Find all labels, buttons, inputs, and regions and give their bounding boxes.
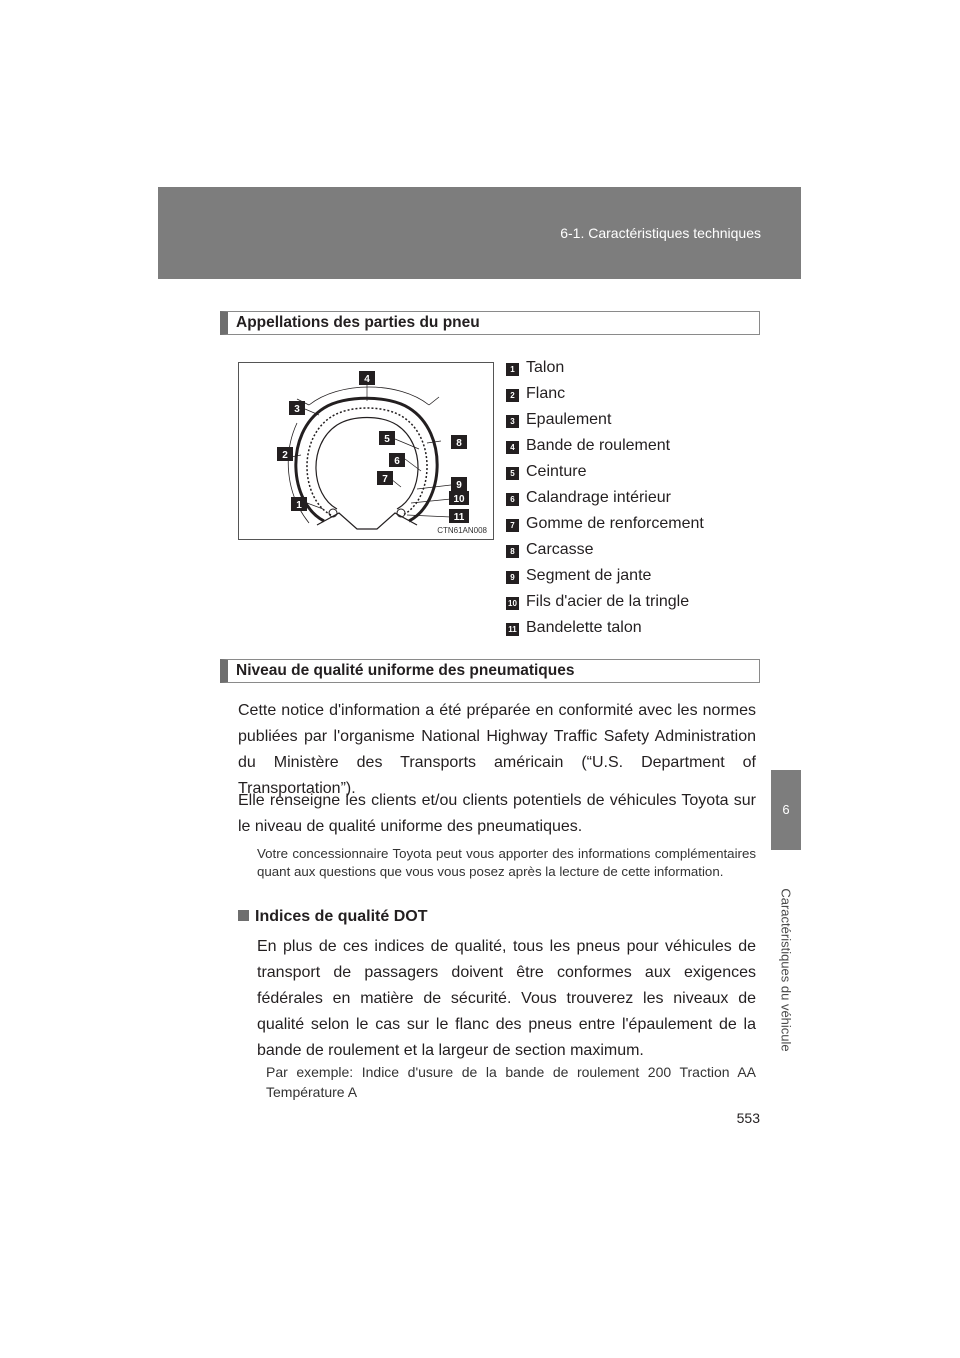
svg-text:8: 8 bbox=[456, 438, 462, 449]
dealer-note: Votre concessionnaire Toyota peut vous apporter des informations complémentaires quant aux questions que vous vous posez après la lecture de cette information. bbox=[257, 846, 756, 879]
legend-number: 8 bbox=[506, 545, 519, 558]
figure-code: CTN61AN008 bbox=[437, 526, 487, 535]
paragraph-dot-grades: En plus de ces indices de qualité, tous les pneus pour véhicules de transport de passagers doivent être conformes aux exigences fédérales en matière de sécurité. Vous trouverez les niveaux de qualité selon le cas sur le flanc des pneus entre l'épaulement de la bande de roulement et la largeur de section maximum. bbox=[257, 938, 756, 1059]
legend-number: 1 bbox=[506, 363, 519, 376]
chapter-tab-label: Caractéristiques du véhicule bbox=[778, 888, 794, 1052]
svg-text:4: 4 bbox=[364, 374, 370, 385]
legend-label: Bandelette talon bbox=[526, 619, 642, 636]
example-text: Par exemple: Indice d'usure de la bande de roulement 200 Traction AA Température A bbox=[266, 1064, 756, 1100]
legend-label: Gomme de renforcement bbox=[526, 515, 704, 532]
svg-text:1: 1 bbox=[296, 500, 302, 511]
legend-number: 10 bbox=[506, 597, 519, 610]
legend-number: 7 bbox=[506, 519, 519, 532]
legend-label: Carcasse bbox=[526, 541, 594, 558]
svg-text:6: 6 bbox=[394, 456, 400, 467]
legend-label: Segment de jante bbox=[526, 567, 652, 584]
legend-label: Talon bbox=[526, 359, 565, 376]
legend-label: Flanc bbox=[526, 385, 566, 402]
legend-label: Epaulement bbox=[526, 411, 612, 428]
svg-text:2: 2 bbox=[282, 450, 288, 461]
legend-number: 5 bbox=[506, 467, 519, 480]
svg-text:7: 7 bbox=[382, 474, 388, 485]
section-heading-tire-quality: Niveau de qualité uniforme des pneumatiques bbox=[220, 659, 760, 683]
tire-diagram bbox=[238, 362, 494, 540]
subheading-dot-text: Indices de qualité DOT bbox=[255, 908, 428, 925]
subheading-dot bbox=[238, 908, 427, 926]
svg-text:10: 10 bbox=[453, 494, 465, 505]
page-number: 553 bbox=[736, 1110, 760, 1126]
legend-number: 6 bbox=[506, 493, 519, 506]
legend-number: 2 bbox=[506, 389, 519, 402]
legend-label: Ceinture bbox=[526, 463, 587, 480]
legend-number: 11 bbox=[506, 623, 519, 636]
chapter-tab-label-box bbox=[771, 850, 801, 1090]
paragraph-intro: Cette notice d'information a été préparée en conformité avec les normes publiées par l'organisme National Highway Traffic Safety Administration du Ministère des Transports américain (“U.S. Department of Transportation”). bbox=[238, 702, 756, 797]
legend-label: Bande de roulement bbox=[526, 437, 671, 454]
svg-text:3: 3 bbox=[294, 404, 300, 415]
legend-number: 4 bbox=[506, 441, 519, 454]
legend-number: 3 bbox=[506, 415, 519, 428]
tire-cross-section-illustration bbox=[239, 363, 493, 539]
svg-text:11: 11 bbox=[453, 512, 465, 523]
svg-text:5: 5 bbox=[384, 434, 390, 445]
section-heading-tire-parts: Appellations des parties du pneu bbox=[220, 311, 760, 335]
paragraph-purpose: Elle renseigne les clients et/ou clients potentiels de véhicules Toyota sur le niveau de qualité uniforme des pneumatiques. bbox=[238, 792, 756, 835]
legend-number: 9 bbox=[506, 571, 519, 584]
header-band bbox=[158, 187, 801, 279]
legend-label: Fils d'acier de la tringle bbox=[526, 593, 690, 610]
square-bullet-icon bbox=[238, 910, 249, 921]
legend-label: Calandrage intérieur bbox=[526, 489, 671, 506]
chapter-tab-number[interactable]: 6 bbox=[771, 770, 801, 850]
svg-text:9: 9 bbox=[456, 480, 462, 491]
section-header-title: 6-1. Caractéristiques techniques bbox=[560, 225, 761, 241]
